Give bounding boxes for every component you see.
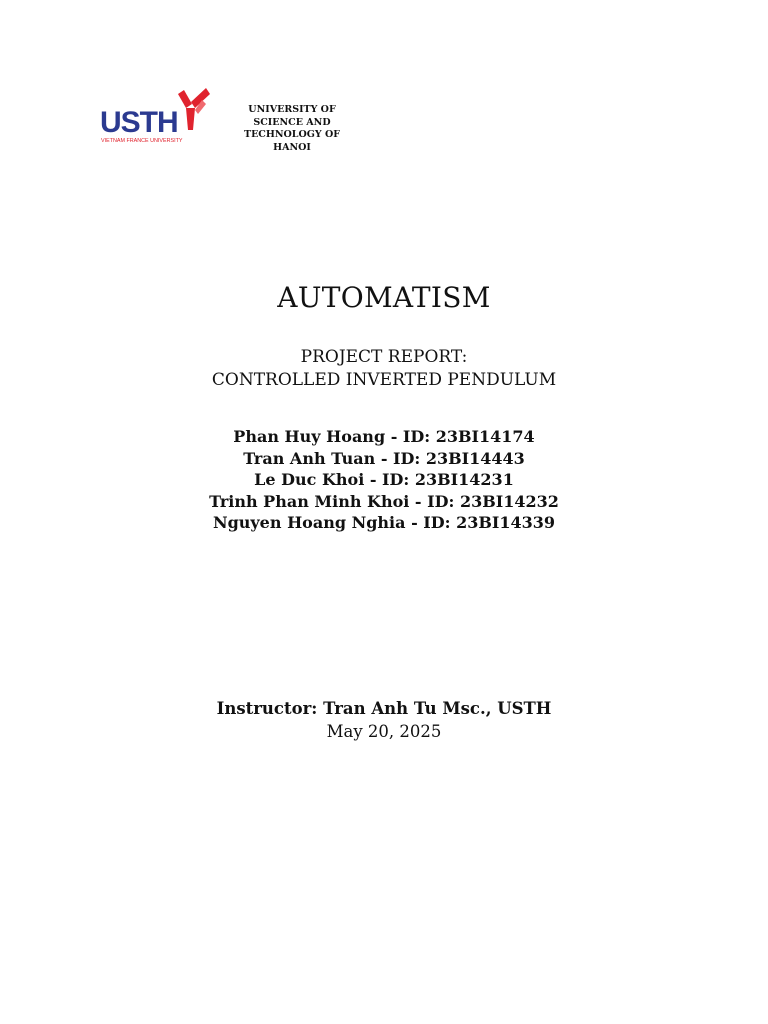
university-name-line: UNIVERSITY OF	[248, 104, 336, 115]
author-line: Tran Anh Tuan - ID: 23BI14443	[243, 448, 525, 468]
university-name-line: HANOI	[273, 141, 311, 153]
logo-wordmark: USTH	[100, 106, 178, 139]
usth-y-mark-icon	[98, 86, 214, 148]
university-name-line: TECHNOLOGY OF	[244, 129, 340, 140]
university-name	[232, 104, 352, 154]
report-type: PROJECT REPORT:	[300, 347, 468, 367]
author-line: Trinh Phan Minh Khoi - ID: 23BI14232	[209, 491, 559, 511]
instructor-line: Instructor: Tran Anh Tu Msc., USTH	[216, 699, 552, 718]
logo-tagline: VIETNAM FRANCE UNIVERSITY	[101, 138, 183, 144]
usth-logo	[98, 86, 214, 148]
author-list	[0, 426, 768, 534]
university-name-line: SCIENCE AND	[253, 116, 331, 128]
report-date: May 20, 2025	[326, 722, 442, 741]
author-line: Le Duc Khoi - ID: 23BI14231	[254, 470, 514, 489]
author-line: Phan Huy Hoang - ID: 23BI14174	[233, 427, 535, 446]
author-line: Nguyen Hoang Nghia - ID: 23BI14339	[212, 513, 556, 532]
course-title: AUTOMATISM	[277, 281, 491, 314]
report-subtitle: CONTROLLED INVERTED PENDULUM	[211, 370, 557, 390]
